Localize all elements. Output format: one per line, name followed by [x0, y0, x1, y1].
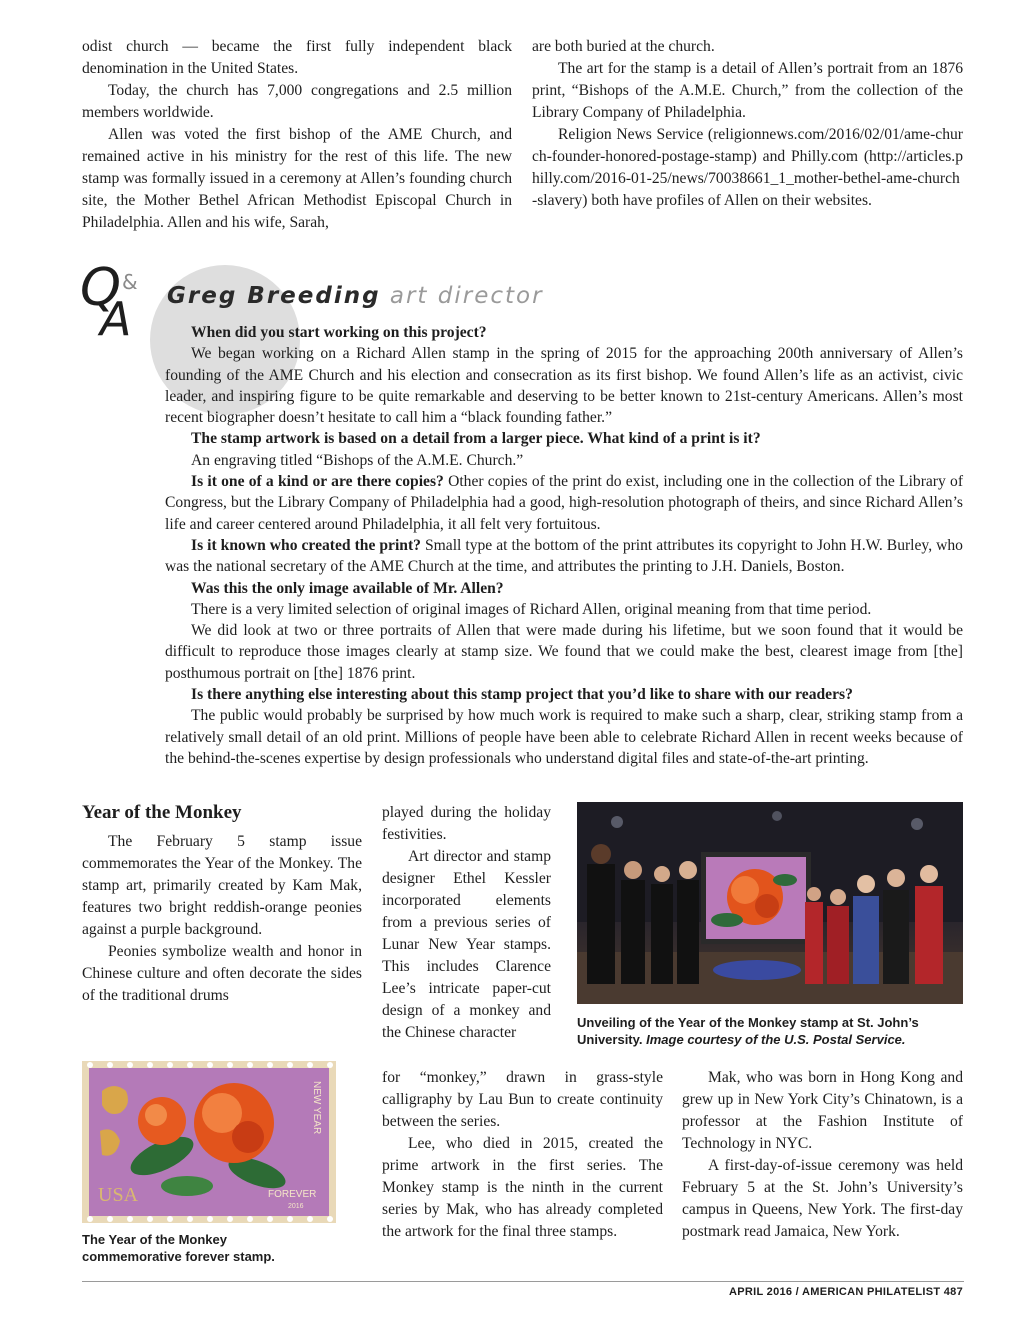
question: Is it known who created the print?: [191, 536, 421, 554]
stamp-caption: The Year of the Monkey commemorative forever stamp.: [82, 1232, 275, 1264]
paragraph: played during the holiday festivities.: [382, 804, 551, 843]
monkey-stamp-image: [82, 1061, 336, 1223]
paragraph: Art director and stamp designer Ethel Kessler incorporated elements from a previous series of Lunar New Year stamps. This includes Clarence Lee’s intricate paper-cut design of a monkey and the Chinese character: [382, 848, 551, 1041]
paragraph: Peonies symbolize wealth and honor in Chinese culture and often decorate the sides of the traditional drums: [82, 943, 362, 1004]
qa-logo-ampersand: &: [122, 270, 138, 294]
monkey-column-2-top: [382, 802, 551, 1044]
monkey-column-1: [82, 831, 362, 1007]
paragraph: for “monkey,” drawn in grass-style calligraphy by Lau Bun to create continuity between the series.: [382, 1069, 663, 1130]
answer: Other copies of the print do exist, including one in the collection of the Library of Congress, but the Library Company of Philadelphia had a good, high-resolution photograph of theirs, and since Richard Allen’s life and career centered around Philadelphia, it all felt very fortuitous.: [165, 473, 964, 533]
answer: An engraving titled “Bishops of the A.M.E. Church.”: [191, 451, 524, 469]
paragraph: are both buried at the church.: [532, 38, 715, 55]
interviewee-name: Greg Breeding: [167, 283, 381, 309]
paragraph: Allen was voted the first bishop of the AME Church, and remained active in his ministry for the rest of this life. The new stamp was formally issued in a ceremony at Allen’s founding church site, the Mother Bethel African Methodist Episcopal Church in Philadelphia. Allen and his wife, Sarah,: [82, 126, 512, 231]
paragraph: Today, the church has 7,000 congregations and 2.5 million members worldwide.: [82, 82, 512, 121]
stamp-forever-text: FOREVER: [268, 1189, 317, 1200]
question: Is it one of a kind or are there copies?: [191, 473, 444, 491]
answer: We did look at two or three portraits of Allen that were made during his lifetime, but we soon found that it would be difficult to reproduce those images clearly at stamp size. We found that we could make the best, clearest image from [the] posthumous portrait on [the] 1876 print.: [165, 622, 963, 682]
top-left-column: [82, 36, 512, 234]
interviewee-role: art director: [389, 283, 544, 309]
qa-heading: [167, 283, 544, 309]
qa-body: [165, 322, 963, 769]
answer: We began working on a Richard Allen stamp in the spring of 2015 for the approaching 200th anniversary of Allen’s founding of the AME Church and his election and consecration as its first bishop. We found Allen’s life as an activist, civic leader, and inspiring figure to be quite remarkable and deserving to be better known to 21st-century Americans. Allen’s most recent biographer doesn’t hesitate to call him a “black founding father.”: [165, 345, 963, 427]
photo-caption-main: Unveiling of the Year of the Monkey stamp at St. John’s University.: [577, 1015, 919, 1047]
qa-logo-a: A: [100, 292, 132, 346]
top-right-column: [532, 36, 963, 212]
monkey-column-2-bottom: [382, 1067, 663, 1243]
ceremony-photo: [577, 802, 963, 1004]
stamp-illustration: [82, 1061, 336, 1223]
answer: Small type at the bottom of the print attributes its copyright to John H.W. Burley, who was the national secretary of the AME Church at the time, and attributes the printing to J.H. Daniels, Boston.: [165, 536, 963, 576]
qa-logo: [80, 258, 150, 346]
stamp-usa-text: USA: [98, 1184, 139, 1206]
question: The stamp artwork is based on a detail from a larger piece. What kind of a print is it?: [191, 430, 761, 448]
answer: The public would probably be surprised by how much work is required to make such a sharp, clear, striking stamp from a relatively small detail of an old print. Millions of people have been able to celebrate Richard Allen in recent weeks because of the behind-the-scenes expertise by design professionals who understand digital files and state-of-the-art printing.: [165, 707, 963, 767]
answer: There is a very limited selection of original images of Richard Allen, original meaning from that time period.: [191, 600, 872, 618]
paragraph: Lee, who died in 2015, created the prime artwork in the first series. The Monkey stamp is the ninth in the current series by Mak, who has already completed the artwork for the final three stamps.: [382, 1135, 663, 1240]
stamp-newyear-text: NEW YEAR: [311, 1081, 322, 1135]
question: Was this the only image available of Mr. Allen?: [191, 579, 504, 597]
page-footer: APRIL 2016 / AMERICAN PHILATELIST 487: [729, 1286, 963, 1298]
stamp-year-text: 2016: [288, 1203, 304, 1210]
photo-caption: [577, 1014, 963, 1048]
paragraph: Religion News Service (religionnews.com/2016/02/01/ame-church-founder-honored-postage-stamp) and Philly.com (http://articles.philly.com/2016-01-25/news/70038661_1_mother-bethel-ame-church-slavery) both have profiles of Allen on their websites.: [532, 126, 963, 209]
ceremony-photo-illustration: [577, 802, 963, 1004]
footer-rule: [82, 1281, 964, 1282]
paragraph: odist church — became the first fully independent black denomination in the United States.: [82, 38, 512, 77]
section-title: Year of the Monkey: [82, 802, 242, 823]
photo-caption-credit: Image courtesy of the U.S. Postal Service.: [646, 1032, 906, 1047]
monkey-column-3: [682, 1067, 963, 1243]
paragraph: Mak, who was born in Hong Kong and grew up in New York City’s Chinatown, is a professor at the Fashion Institute of Technology in NYC.: [682, 1069, 963, 1152]
paragraph: The February 5 stamp issue commemorates the Year of the Monkey. The stamp art, primarily created by Kam Mak, features two bright reddish-orange peonies against a purple background.: [82, 833, 362, 938]
question: Is there anything else interesting about this stamp project that you’d like to share with our readers?: [191, 686, 853, 704]
qa-logo-q: Q: [80, 258, 117, 318]
paragraph: The art for the stamp is a detail of Allen’s portrait from an 1876 print, “Bishops of the A.M.E. Church,” from the collection of the Library Company of Philadelphia.: [532, 60, 963, 121]
paragraph: A first-day-of-issue ceremony was held February 5 at the St. John’s University’s campus in Queens, New York. The first-day postmark read Jamaica, New York.: [682, 1157, 963, 1240]
question: When did you start working on this project?: [191, 324, 487, 341]
